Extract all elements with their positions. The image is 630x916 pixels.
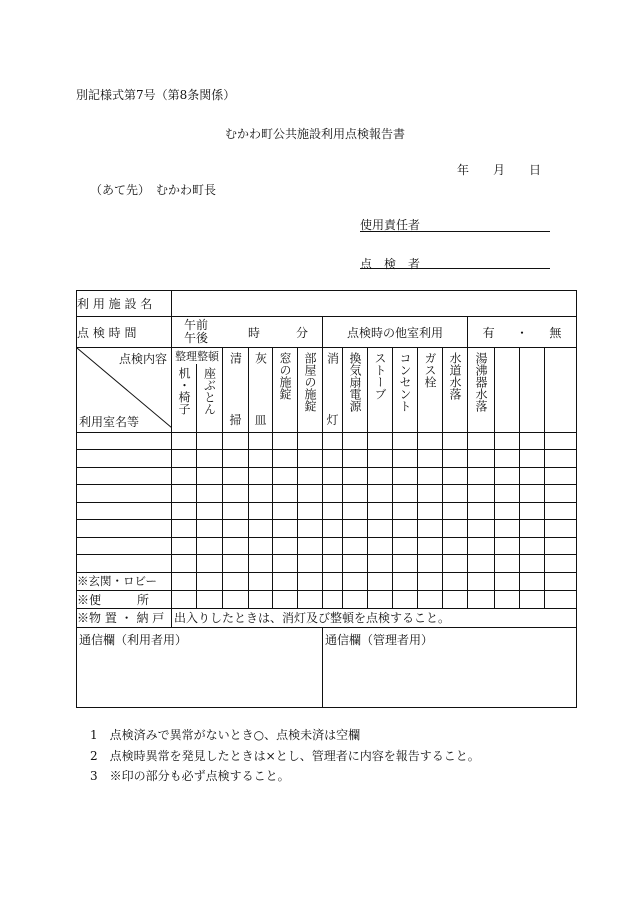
check-cell[interactable] <box>172 537 197 555</box>
check-cell[interactable] <box>323 467 343 485</box>
other-room-use-choice[interactable] <box>468 317 577 348</box>
check-cell[interactable] <box>468 555 495 573</box>
toilet-cell[interactable] <box>545 590 577 608</box>
col-header-4: 灰 皿 <box>249 348 273 433</box>
check-cell[interactable] <box>520 450 545 468</box>
col-header-1: 机・椅子 <box>172 364 197 432</box>
pm-label: 午後 <box>184 331 209 345</box>
table-row <box>77 432 577 450</box>
room-name-cell[interactable] <box>77 555 172 573</box>
check-cell[interactable] <box>368 450 393 468</box>
check-cell[interactable] <box>223 520 249 538</box>
entrance-cell[interactable] <box>172 572 197 590</box>
dot-label: ・ <box>515 325 528 340</box>
check-cell[interactable] <box>468 450 495 468</box>
check-cell[interactable] <box>197 537 223 555</box>
inspection-time-field[interactable] <box>172 317 323 348</box>
document-title: むかわ町公共施設利用点検報告書 <box>224 127 405 141</box>
inspection-table <box>76 290 577 708</box>
toilet-row-label: ※便 所 <box>77 590 172 608</box>
check-cell[interactable] <box>172 450 197 468</box>
check-cell[interactable] <box>343 450 368 468</box>
entrance-cell[interactable] <box>323 572 343 590</box>
toilet-cell[interactable] <box>298 590 323 608</box>
col-header-blank-3 <box>545 348 577 433</box>
check-cell[interactable] <box>273 467 298 485</box>
entrance-cell[interactable] <box>443 572 468 590</box>
check-cell[interactable] <box>520 432 545 450</box>
check-cell[interactable] <box>343 537 368 555</box>
check-cell[interactable] <box>393 555 418 573</box>
check-cell[interactable] <box>249 467 273 485</box>
table-row <box>77 485 577 503</box>
room-name-cell[interactable] <box>77 485 172 503</box>
col-header-2: 座ぶとん <box>197 364 223 432</box>
responsible-label: 使用責任者 <box>360 218 421 232</box>
yes-label: 有 <box>482 325 495 340</box>
entrance-cell[interactable] <box>495 572 520 590</box>
toilet-cell[interactable] <box>223 590 249 608</box>
check-cell[interactable] <box>343 555 368 573</box>
col-header-3: 清 掃 <box>223 348 249 433</box>
toilet-cell[interactable] <box>520 590 545 608</box>
check-cell[interactable] <box>249 485 273 503</box>
check-cell[interactable] <box>520 555 545 573</box>
col-header-10: コンセント <box>393 348 418 433</box>
check-cell[interactable] <box>249 537 273 555</box>
check-cell[interactable] <box>443 450 468 468</box>
check-cell[interactable] <box>468 432 495 450</box>
check-cell[interactable] <box>323 502 343 520</box>
entrance-cell[interactable] <box>298 572 323 590</box>
room-name-cell[interactable] <box>77 432 172 450</box>
check-cell[interactable] <box>443 467 468 485</box>
check-cell[interactable] <box>223 502 249 520</box>
col-header-8: 換気扇電源 <box>343 348 368 433</box>
check-cell[interactable] <box>495 485 520 503</box>
check-cell[interactable] <box>495 555 520 573</box>
check-cell[interactable] <box>468 502 495 520</box>
note-3: 3 ※印の部分も必ず点検すること。 <box>90 769 290 783</box>
check-cell[interactable] <box>468 537 495 555</box>
table-row <box>77 502 577 520</box>
room-name-cell[interactable] <box>77 502 172 520</box>
inspector-signature-line <box>360 268 550 269</box>
check-cell[interactable] <box>418 432 443 450</box>
toilet-cell[interactable] <box>343 590 368 608</box>
check-cell[interactable] <box>223 537 249 555</box>
check-cell[interactable] <box>443 432 468 450</box>
check-cell[interactable] <box>197 467 223 485</box>
col-header-11: ガス栓 <box>418 348 443 433</box>
check-cell[interactable] <box>520 467 545 485</box>
check-cell[interactable] <box>545 432 577 450</box>
check-cell[interactable] <box>393 520 418 538</box>
comm-user-label: 通信欄（利用者用） <box>79 632 188 647</box>
entrance-cell[interactable] <box>343 572 368 590</box>
check-cell[interactable] <box>368 502 393 520</box>
check-cell[interactable] <box>298 502 323 520</box>
col-header-13: 湯沸器水落 <box>468 348 495 433</box>
check-cell[interactable] <box>172 520 197 538</box>
check-cell[interactable] <box>393 537 418 555</box>
entrance-cell[interactable] <box>249 572 273 590</box>
check-cell[interactable] <box>273 485 298 503</box>
check-cell[interactable] <box>223 450 249 468</box>
check-cell[interactable] <box>197 520 223 538</box>
room-name-cell[interactable] <box>77 537 172 555</box>
check-cell[interactable] <box>298 467 323 485</box>
check-cell[interactable] <box>298 555 323 573</box>
check-cell[interactable] <box>273 537 298 555</box>
entrance-cell[interactable] <box>393 572 418 590</box>
check-cell[interactable] <box>418 537 443 555</box>
date-year: 年 <box>457 163 470 177</box>
check-cell[interactable] <box>443 537 468 555</box>
toilet-cell[interactable] <box>468 590 495 608</box>
toilet-cell[interactable] <box>418 590 443 608</box>
check-cell[interactable] <box>545 502 577 520</box>
check-cell[interactable] <box>393 432 418 450</box>
entrance-cell[interactable] <box>197 572 223 590</box>
entrance-row-label: ※玄関・ロビー <box>77 572 172 590</box>
check-cell[interactable] <box>520 502 545 520</box>
check-cell[interactable] <box>443 555 468 573</box>
check-cell[interactable] <box>418 450 443 468</box>
check-cell[interactable] <box>495 520 520 538</box>
table-row <box>77 520 577 538</box>
check-cell[interactable] <box>323 450 343 468</box>
check-cell[interactable] <box>343 502 368 520</box>
check-cell[interactable] <box>273 502 298 520</box>
check-cell[interactable] <box>249 502 273 520</box>
check-cell[interactable] <box>545 485 577 503</box>
storage-row-label: ※物 置 ・ 納 戸 <box>77 608 172 627</box>
check-cell[interactable] <box>172 485 197 503</box>
inspection-time-label: 点 検 時 間 <box>77 317 172 348</box>
other-room-use-label: 点検時の他室利用 <box>323 317 468 348</box>
note-2: 2 点検時異常を発見したときは×とし、管理者に内容を報告すること。 <box>90 749 480 763</box>
no-label: 無 <box>549 325 562 340</box>
inspector-label: 点 検 者 <box>360 257 421 271</box>
room-name-cell[interactable] <box>77 467 172 485</box>
table-row <box>77 467 577 485</box>
check-cell[interactable] <box>298 537 323 555</box>
room-name-label: 利用室名等 <box>79 414 140 429</box>
arrange-group-header: 整理整頓 <box>172 348 223 365</box>
check-cell[interactable] <box>368 537 393 555</box>
toilet-cell[interactable] <box>495 590 520 608</box>
date-month: 月 <box>493 163 506 177</box>
check-cell[interactable] <box>495 467 520 485</box>
col-header-12: 水道水落 <box>443 348 468 433</box>
check-cell[interactable] <box>249 450 273 468</box>
check-cell[interactable] <box>323 555 343 573</box>
check-cell[interactable] <box>197 502 223 520</box>
check-cell[interactable] <box>197 485 223 503</box>
entrance-cell[interactable] <box>418 572 443 590</box>
entrance-cell[interactable] <box>468 572 495 590</box>
check-cell[interactable] <box>495 502 520 520</box>
check-cell[interactable] <box>323 520 343 538</box>
check-cell[interactable] <box>273 555 298 573</box>
check-cell[interactable] <box>273 450 298 468</box>
col-header-7: 消 灯 <box>323 348 343 433</box>
check-cell[interactable] <box>368 485 393 503</box>
check-cell[interactable] <box>172 502 197 520</box>
check-cell[interactable] <box>323 537 343 555</box>
check-cell[interactable] <box>443 520 468 538</box>
am-label: 午前 <box>184 318 209 332</box>
toilet-cell[interactable] <box>197 590 223 608</box>
check-cell[interactable] <box>418 555 443 573</box>
check-cell[interactable] <box>249 520 273 538</box>
check-cell[interactable] <box>223 432 249 450</box>
check-cell[interactable] <box>172 555 197 573</box>
facility-name-field[interactable] <box>172 291 577 317</box>
inspection-content-label: 点検内容 <box>118 352 167 366</box>
check-cell[interactable] <box>418 502 443 520</box>
check-cell[interactable] <box>197 432 223 450</box>
entrance-cell[interactable] <box>223 572 249 590</box>
toilet-cell[interactable] <box>368 590 393 608</box>
entrance-cell[interactable] <box>520 572 545 590</box>
check-cell[interactable] <box>418 467 443 485</box>
responsible-signature-line <box>360 231 550 232</box>
hour-label: 時 <box>248 325 261 340</box>
toilet-cell[interactable] <box>443 590 468 608</box>
room-name-cell[interactable] <box>77 450 172 468</box>
check-cell[interactable] <box>273 520 298 538</box>
col-header-blank-2 <box>520 348 545 433</box>
check-cell[interactable] <box>468 485 495 503</box>
check-cell[interactable] <box>249 555 273 573</box>
check-cell[interactable] <box>495 537 520 555</box>
comm-user-field[interactable] <box>77 627 323 707</box>
addressee: （あて先） むかわ町長 <box>90 183 217 197</box>
toilet-cell[interactable] <box>249 590 273 608</box>
check-cell[interactable] <box>273 432 298 450</box>
table-row <box>77 450 577 468</box>
check-cell[interactable] <box>172 432 197 450</box>
check-cell[interactable] <box>343 432 368 450</box>
check-cell[interactable] <box>393 485 418 503</box>
check-cell[interactable] <box>495 432 520 450</box>
check-cell[interactable] <box>368 520 393 538</box>
comm-admin-label: 通信欄（管理者用） <box>325 632 434 647</box>
check-cell[interactable] <box>520 520 545 538</box>
check-cell[interactable] <box>520 537 545 555</box>
check-cell[interactable] <box>393 502 418 520</box>
col-header-blank-1 <box>495 348 520 433</box>
check-cell[interactable] <box>298 485 323 503</box>
minute-label: 分 <box>296 325 309 340</box>
table-row <box>77 537 577 555</box>
check-cell[interactable] <box>418 485 443 503</box>
check-cell[interactable] <box>298 520 323 538</box>
check-cell[interactable] <box>468 520 495 538</box>
check-cell[interactable] <box>545 520 577 538</box>
check-cell[interactable] <box>443 485 468 503</box>
check-cell[interactable] <box>197 555 223 573</box>
check-cell[interactable] <box>368 467 393 485</box>
col-header-6: 部屋の施錠 <box>298 348 323 433</box>
check-cell[interactable] <box>249 432 273 450</box>
check-cell[interactable] <box>197 450 223 468</box>
check-cell[interactable] <box>223 485 249 503</box>
note-1: 1 点検済みで異常がないとき○、点検未済は空欄 <box>90 728 361 742</box>
facility-name-label: 利 用 施 設 名 <box>77 291 172 317</box>
entrance-cell[interactable] <box>545 572 577 590</box>
date-day: 日 <box>529 163 542 177</box>
toilet-cell[interactable] <box>172 590 197 608</box>
diagonal-header-cell <box>77 348 172 433</box>
entrance-cell[interactable] <box>273 572 298 590</box>
check-cell[interactable] <box>495 450 520 468</box>
storage-note: 出入りしたときは、消灯及び整頓を点検すること。 <box>172 608 577 627</box>
check-cell[interactable] <box>298 432 323 450</box>
check-cell[interactable] <box>393 467 418 485</box>
check-cell[interactable] <box>172 467 197 485</box>
check-cell[interactable] <box>545 450 577 468</box>
check-cell[interactable] <box>323 485 343 503</box>
check-cell[interactable] <box>343 520 368 538</box>
check-cell[interactable] <box>545 555 577 573</box>
col-header-9: ストーブ <box>368 348 393 433</box>
check-cell[interactable] <box>468 467 495 485</box>
check-cell[interactable] <box>298 450 323 468</box>
room-name-cell[interactable] <box>77 520 172 538</box>
entrance-cell[interactable] <box>368 572 393 590</box>
check-cell[interactable] <box>418 520 443 538</box>
check-cell[interactable] <box>223 467 249 485</box>
check-cell[interactable] <box>368 432 393 450</box>
table-row <box>77 555 577 573</box>
check-cell[interactable] <box>393 450 418 468</box>
toilet-cell[interactable] <box>323 590 343 608</box>
check-cell[interactable] <box>545 537 577 555</box>
check-cell[interactable] <box>443 502 468 520</box>
check-cell[interactable] <box>520 485 545 503</box>
check-cell[interactable] <box>545 467 577 485</box>
check-cell[interactable] <box>223 555 249 573</box>
toilet-cell[interactable] <box>273 590 298 608</box>
comm-admin-field[interactable] <box>323 627 577 707</box>
check-cell[interactable] <box>343 485 368 503</box>
check-cell[interactable] <box>368 555 393 573</box>
check-cell[interactable] <box>323 432 343 450</box>
col-header-5: 窓の施錠 <box>273 348 298 433</box>
check-cell[interactable] <box>343 467 368 485</box>
form-number: 別記様式第7号（第8条関係） <box>76 88 236 102</box>
toilet-cell[interactable] <box>393 590 418 608</box>
